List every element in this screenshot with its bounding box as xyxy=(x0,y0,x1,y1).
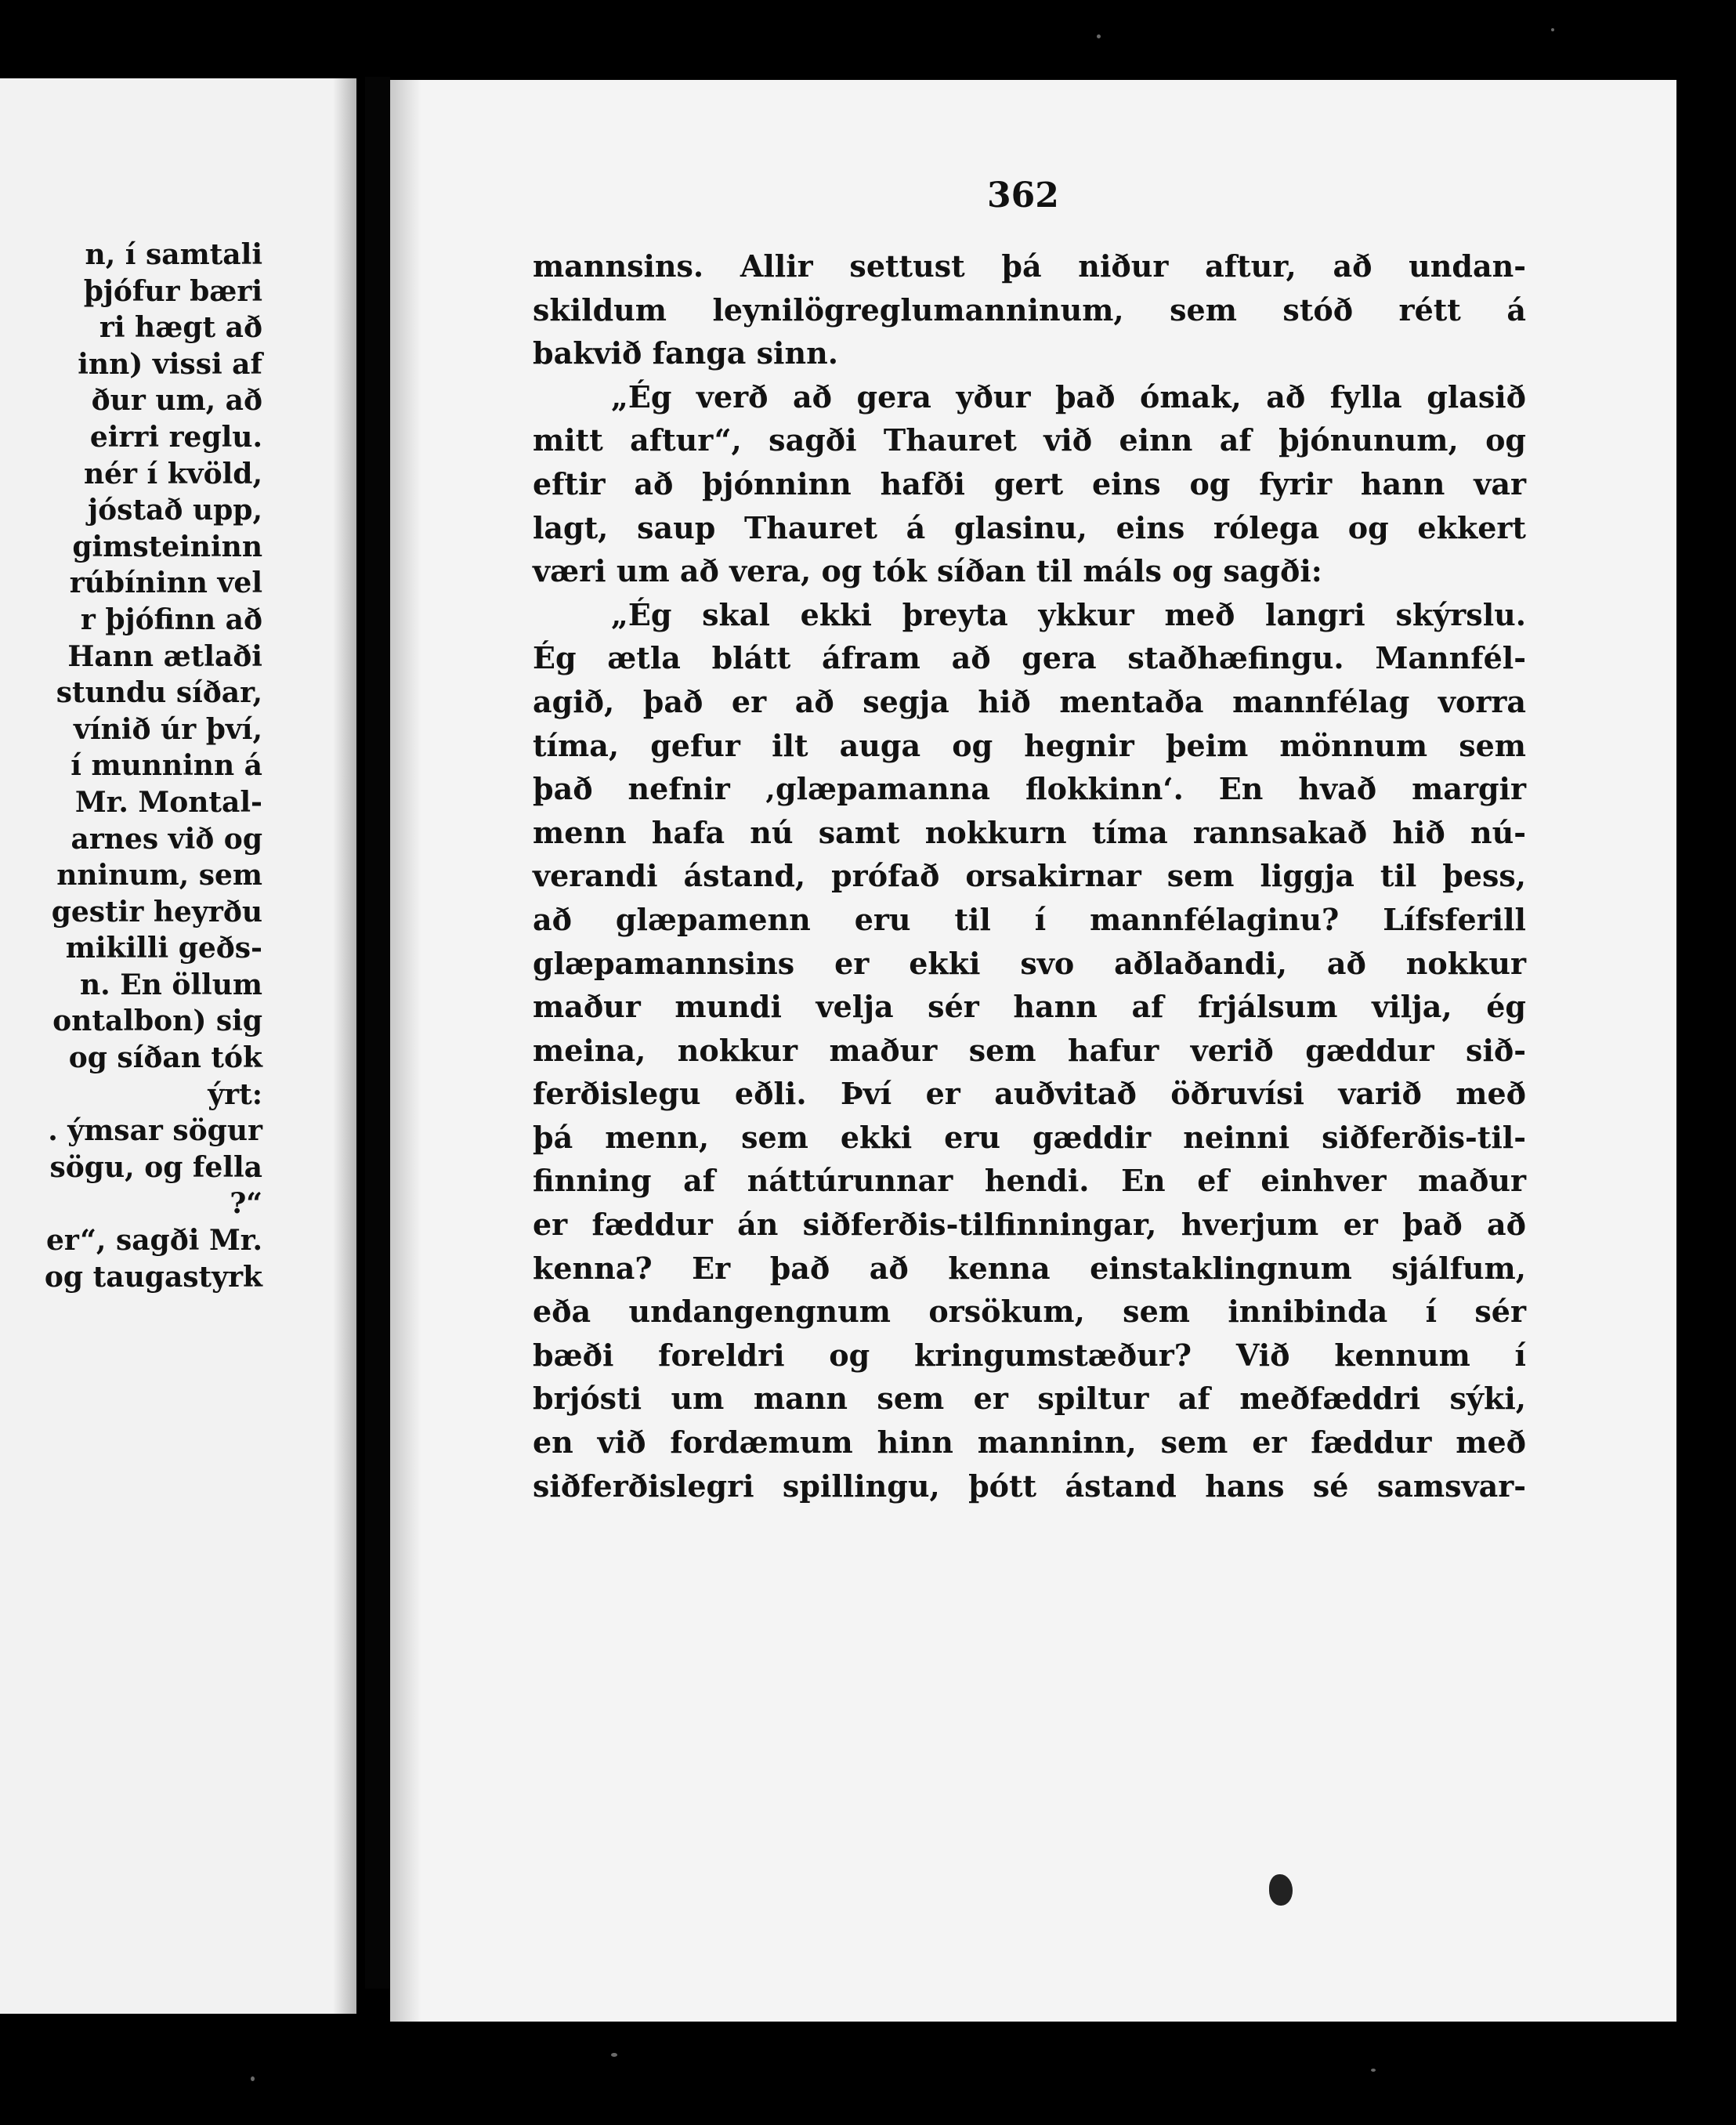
dust-speck xyxy=(611,2053,617,2057)
text-line: það nefnir ‚glæpamanna flokkinn‘. En hvað margir xyxy=(533,771,1526,807)
page-number: 362 xyxy=(987,176,1059,215)
left-line: ri hægt að xyxy=(99,311,262,345)
text-line: en við fordæmum hinn manninn, sem er fæddur með xyxy=(533,1425,1526,1461)
text-line: finning af náttúrunnar hendi. En ef einhver maður xyxy=(533,1163,1526,1199)
text-line: bæði foreldri og kringumstæður? Við kennum í xyxy=(533,1337,1526,1373)
dust-speck xyxy=(1097,34,1101,38)
left-line: Hann ætlaði xyxy=(67,639,262,673)
left-line: arnes við og xyxy=(71,822,262,856)
text-line: að glæpamenn eru til í mannfélaginu? Lífsferill xyxy=(533,901,1526,937)
text-line: Ég ætla blátt áfram að gera staðhæfingu. Mannfél- xyxy=(533,640,1526,676)
left-line: í munninn á xyxy=(71,749,262,783)
text-line: „Ég verð að gera yður það ómak, að fylla glasið xyxy=(611,378,1526,415)
left-line: n, í samtali xyxy=(85,238,262,271)
left-line: ?“ xyxy=(230,1187,262,1221)
dust-speck xyxy=(251,2076,255,2081)
text-line: er fæddur án siðferðis-tilfinningar, hverjum er það að xyxy=(533,1207,1526,1243)
left-line: rúbíninn vel xyxy=(69,567,262,600)
left-line: þjófur bæri xyxy=(83,274,262,308)
text-line: verandi ástand, prófað orsakirnar sem liggja til þess, xyxy=(533,858,1526,894)
book-gutter xyxy=(365,77,390,1989)
dust-speck xyxy=(1551,28,1554,31)
text-line: mannsins. Allir settust þá niður aftur, að undan- xyxy=(533,248,1526,284)
left-line: jóstað upp, xyxy=(88,494,262,527)
right-page-fold-shadow xyxy=(390,80,421,2022)
left-page-fold-shadow xyxy=(333,78,356,2014)
left-line: r þjófinn að xyxy=(80,603,262,636)
text-line: glæpamannsins er ekki svo aðlaðandi, að nokkur xyxy=(533,945,1526,981)
left-line: nér í kvöld, xyxy=(83,457,262,491)
right-page xyxy=(390,80,1676,2022)
left-line: mikilli geðs- xyxy=(65,932,262,965)
left-line: . ýmsar sögur xyxy=(48,1114,262,1148)
left-line: og taugastyrk xyxy=(44,1260,262,1294)
left-page xyxy=(0,78,356,2014)
left-line: sögu, og fella xyxy=(49,1150,262,1184)
text-line: ferðislegu eðli. Því er auðvitað öðruvísi varið með xyxy=(533,1076,1526,1112)
left-line: gimsteininn xyxy=(72,530,262,563)
left-line: ður um, að xyxy=(91,384,262,418)
text-line: eftir að þjónninn hafði gert eins og fyrir hann var xyxy=(533,465,1526,501)
text-line: „Ég skal ekki þreyta ykkur með langri skýrslu. xyxy=(611,596,1526,632)
text-line: brjósti um mann sem er spiltur af meðfæddri sýki, xyxy=(533,1381,1526,1417)
right-page-text xyxy=(533,244,1526,1508)
left-line: vínið úr því, xyxy=(74,712,262,746)
text-line: bakvið fanga sinn. xyxy=(533,335,838,371)
text-line: lagt, saup Thauret á glasinu, eins rólega og ekkert xyxy=(533,509,1526,545)
left-line: ýrt: xyxy=(208,1077,262,1111)
left-line: inn) vissi af xyxy=(78,347,262,381)
text-line: eða undangengnum orsökum, sem innibinda í sér xyxy=(533,1294,1526,1330)
text-line: skildum leynilögreglumanninum, sem stóð rétt á xyxy=(533,291,1526,328)
left-line: er“, sagði Mr. xyxy=(46,1224,262,1258)
left-line: n. En öllum xyxy=(79,968,262,1001)
text-line: meina, nokkur maður sem hafur verið gæddur sið- xyxy=(533,1032,1526,1068)
text-line: siðferðislegri spillingu, þótt ástand hans sé samsvar- xyxy=(533,1468,1526,1504)
left-line: stundu síðar, xyxy=(56,676,262,710)
left-line: ontalbon) sig xyxy=(52,1005,262,1038)
text-line: maður mundi velja sér hann af frjálsum vilja, ég xyxy=(533,989,1526,1025)
left-page-text xyxy=(0,237,262,1295)
text-line: agið, það er að segja hið mentaða mannfélag vorra xyxy=(533,683,1526,719)
text-line: væri um að vera, og tók síðan til máls og sagði: xyxy=(533,553,1322,589)
text-line: kenna? Er það að kenna einstaklingnum sjálfum, xyxy=(533,1250,1526,1286)
dust-speck xyxy=(1371,2069,1376,2072)
text-line: mitt aftur“, sagði Thauret við einn af þjónunum, og xyxy=(533,422,1526,458)
left-line: gestir heyrðu xyxy=(51,895,262,929)
left-line: nninum, sem xyxy=(56,859,262,892)
ink-blot xyxy=(1269,1874,1293,1906)
left-line: Mr. Montal- xyxy=(74,785,262,819)
text-line: menn hafa nú samt nokkurn tíma rannsakað hið nú- xyxy=(533,814,1526,850)
left-line: eirri reglu. xyxy=(89,420,262,454)
text-line: tíma, gefur ilt auga og hegnir þeim mönnum sem xyxy=(533,727,1526,763)
text-line: þá menn, sem ekki eru gæddir neinni siðferðis-til- xyxy=(533,1119,1526,1155)
left-line: og síðan tók xyxy=(68,1041,262,1075)
